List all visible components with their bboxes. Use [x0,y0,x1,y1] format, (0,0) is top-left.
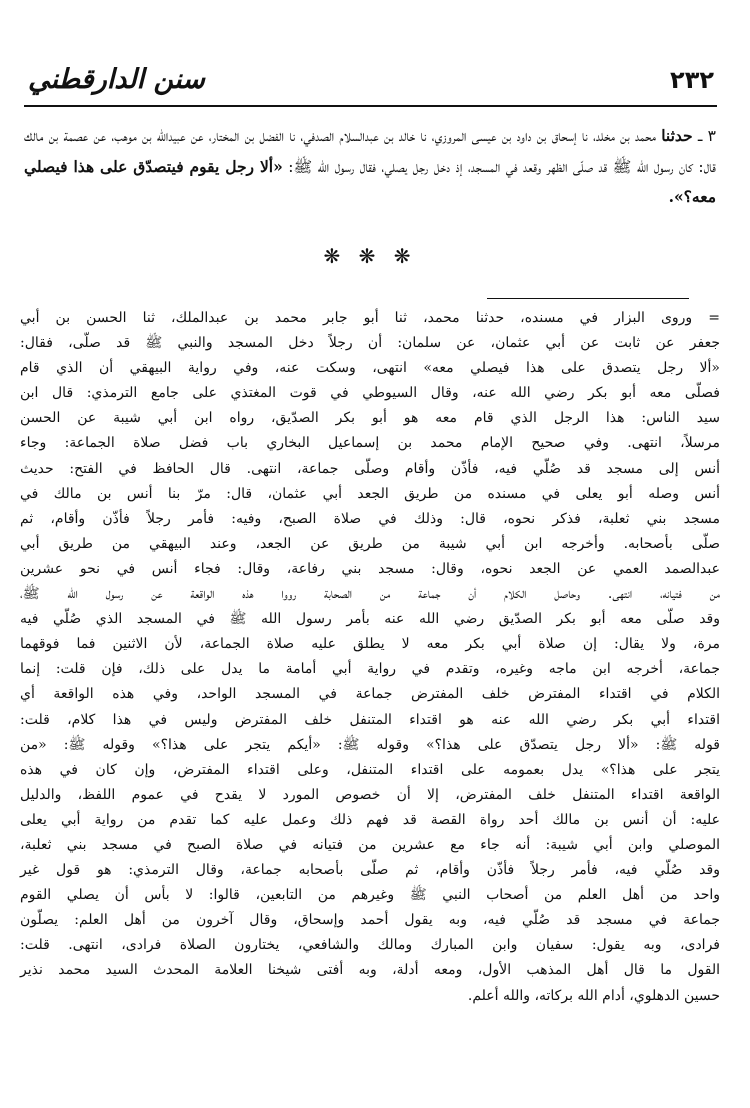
footnote-line: سيد الناس: هذا الرجل الذي قام معه هو أبو بكر الصدّيق، رواه ابن أبي شيبة عن الحسن [20,410,720,427]
footnote-line: القول ما قال أهل المذهب الأول، ومعه أدلة، وبه أفتى شيخنا العلامة المحدث السيد محمد نذير [20,962,720,979]
footnote-line: مرة، ولا يقال: إن صلاة أبي بكر معه لا يطلق عليه صلاة الجماعة، لأن الاثنين فما فوقهما [20,636,720,653]
footnote-line: عبدالصمد العمي عن الجعد نحوه، وقال: مسجد بني رفاعة، وقال: فجاء أنس في نحو عشرين [20,560,720,577]
footnote-line: جماعة في مسجد قد صُلّي فيه، وبه يقول أحمد وإسحاق، وقال آخرون من أهل العلم: يصلّون [20,912,720,929]
footnote-line: يتجر على هذا؟» يدل بعمومه على اقتداء المتنفل، وعلى اقتداء المفترض، وإن كان في هذه [20,761,720,778]
page-number: ٢٣٢ [670,66,714,94]
hadith-number: ٣ ـ [697,127,716,145]
footnote-line: مرسلاً، انتهى. وفي صحيح الإمام محمد بن إسماعيل البخاري باب فضل صلاة الجماعة: وجاء [20,435,720,452]
footnote-line: أنس وصله أبو يعلى في مسنده من طريق الجعد أبي عثمان، قال: مرّ بنا أنس بن مالك في [20,485,720,502]
footnote-line: = وروى البزار في مسنده، حدثنا محمد، ثنا أبو جابر محمد بن عبدالملك، ثنا الحسن بن أبي [20,310,720,326]
footnote-line: قوله ﷺ: «ألا رجل يتصدّق على هذا؟» وقوله ﷺ: «أيكم يتجر على هذا؟» وقوله ﷺ: «من [20,736,720,753]
footnote-line: فصلّى معه أبو بكر رضي الله عنه، وقال السيوطي في قوت المغتذي على جامع الترمذي: قال ابن [20,385,720,402]
footnote-line: اقتداء أبي بكر رضي الله عنه هو اقتداء المتنفل خلف المفترض وليس في هذا كلام، قلت: [20,711,720,728]
book-title: سنن الدارقطني [28,64,205,95]
page-header [24,64,716,104]
footnote-line: أنس إلى مسجد قد صُلّي فيه، فأذّن وأقام وصلّى جماعة، انتهى. قال الحافظ في الفتح: حديث [20,460,720,477]
footnote-line: عليه: أن أنس بن مالك أحد رواة القصة قد فهم ذلك وعمل عليه كما تقدم من رواية أبي يعلى [20,811,720,828]
footnote-line: الكلام في اقتداء المفترض خلف المفترض جماعة في المسجد الواحد، وفي هذه الواقعة أي [20,686,720,703]
footnote-line: فرادى، وبه يقول: سفيان وابن المبارك ومالك والشافعي، يختارون الصلاة فرادى، انتهى. قلت: [20,937,720,954]
footnote-line: حسين الدهلوي، أدام الله بركاته، والله أعلم. [467,987,720,1004]
footnote-line: صلّى بأصحابه. وأخرجه ابن أبي شيبة من طريق عن الجعد، وعند البيهقي من طريق أبي [20,535,720,552]
footnote-line: «ألا رجل يتصدق على هذا فيصلي معه» انتهى، وسكت عنه، وفي رواية البيهقي أن الذي قام [20,360,720,377]
footnote-line: واحد من أهل العلم من أصحاب النبي ﷺ وغيرهم من التابعين، قالوا: لا بأس أن يصلي القوم [20,887,720,904]
footnote-line: الموصلي وابن أبي شيبة: أنه جاء مع عشرين من فتيانه في صلاة الصبح في مسجد بني ثعلبة، [20,836,720,853]
footnote [20,306,720,1009]
footnote-line: من فتيانه، انتهى. وحاصل الكلام أن جماعة من الصحابة رووا هذه الواقعة عن رسول الله ﷺ، [20,586,720,603]
footnote-line: وقد صُلّي فيه، فأمر رجلاً فأذّن وأقام، ثم صلّى بأصحابه جماعة، وقال الترمذي: هو قول غير [20,862,720,879]
footnote-line: جعفر عن ثابت عن أبي عثمان، عن سلمان: أن رجلاً دخل المسجد والنبي ﷺ قد صلّى، فقال: [20,335,720,352]
section-separator: ❋ ❋ ❋ [323,244,417,268]
footnote-line: جماعة، أخرجه ابن ماجه وغيره، وتقدم في رواية أبي أمامة ما يدل على ذلك، فإن قلت: إنما [20,661,720,678]
footnote-line: مسجد بني ثعلبة، فذكر نحوه، قال: وذلك في صلاة الصبح، وفيه: فأمر رجلاً فأذّن وأقام، ثم [20,510,720,527]
hadith-quote: «ألا رجل يقوم فيتصدّق على هذا فيصلي معه؟». [24,156,716,206]
header-divider [24,105,717,107]
footnote-line: الواقعة اقتداء المتنفل خلف المفترض، إلا أن خصوص المورد لا يقدح في عموم اللفظ، والدليل [20,786,720,803]
hadith-text [24,121,716,213]
hadith-body: محمد بن مخلد، نا إسحاق بن داود بن عيسى المروزي، نا خالد بن عبدالسلام الصدفي، نا الفضل بن المختار، عن عبيدالله بن موهب، عن عصمة بن مالك قال: كان رسول الله ﷺ قد صلّى الظهر وقعد في المسجد، إذ دخل رجل يصلي، فقال رسول الله ﷺ: [24,127,716,176]
footnote-divider [487,298,689,299]
footnote-line: وقد صلّى معه أبو بكر الصدّيق رضي الله عنه بأمر رسول الله ﷺ في المسجد الذي صُلّي فيه [20,611,720,628]
hadith-lead-word: حدثنا [661,126,693,145]
